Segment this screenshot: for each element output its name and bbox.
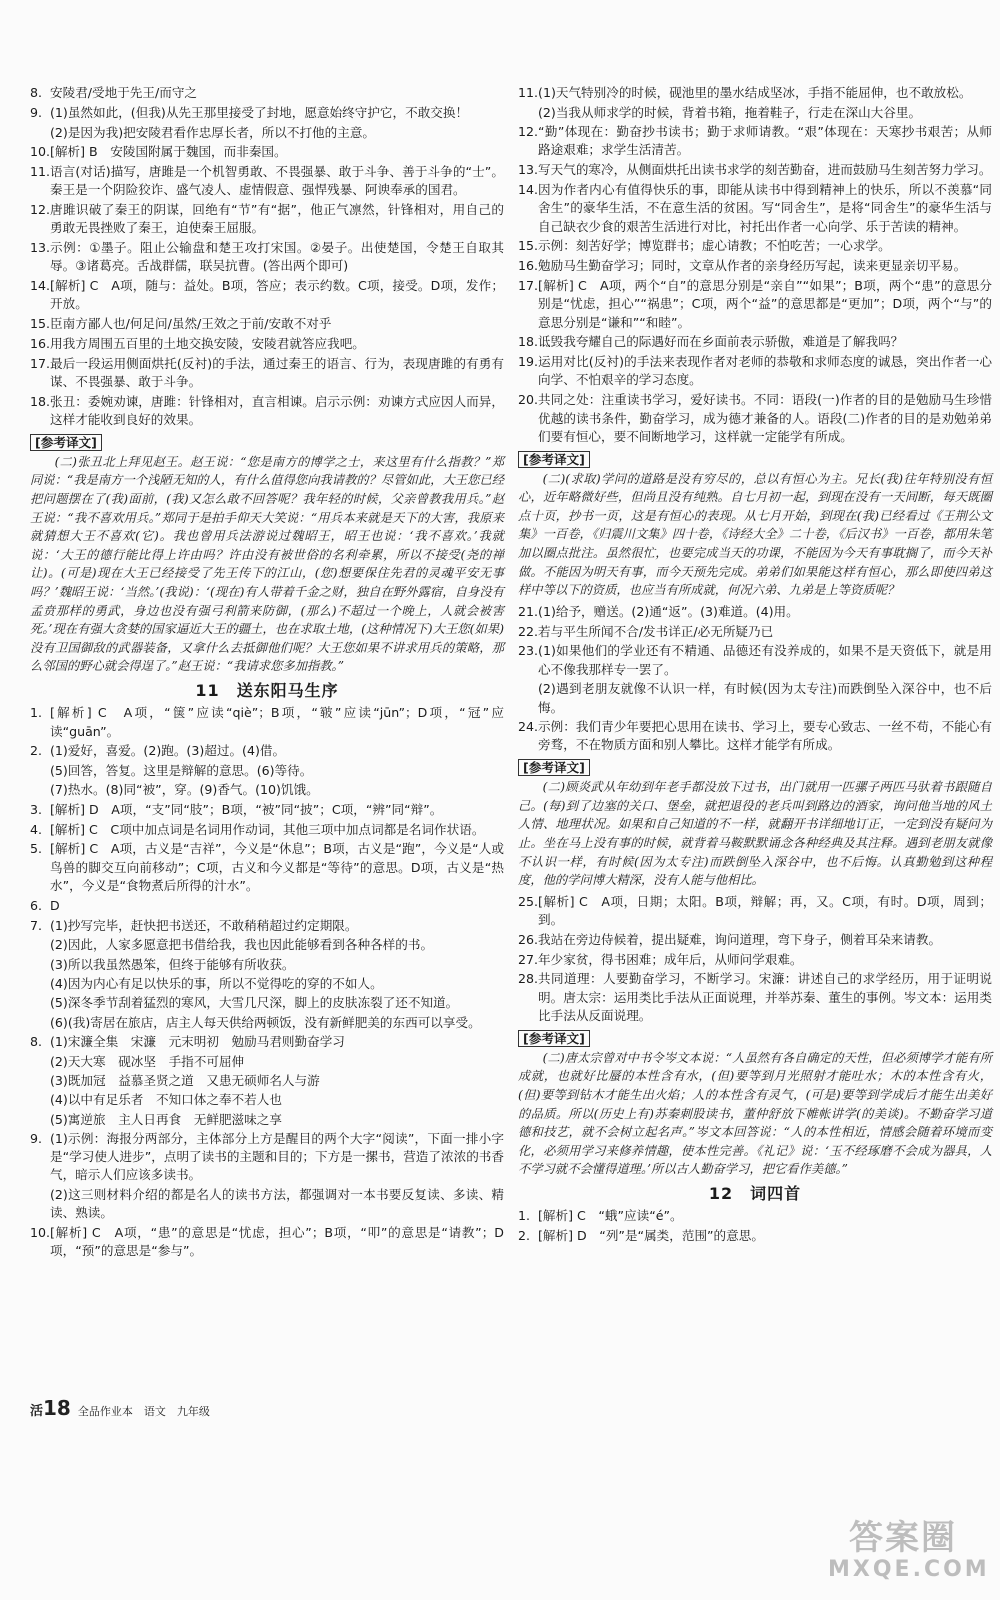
item-number: 19. (518, 354, 539, 370)
answer-item (30, 84, 504, 102)
item-number: 4. (30, 821, 43, 837)
item-number: 6. (30, 897, 43, 913)
item-number: 10. (30, 1224, 51, 1240)
item-text: 最后一段运用侧面烘托(反衬)的手法，通过秦王的语言、行为，表现唐雎的有勇有谋、不畏强暴、敢于斗争。 (50, 355, 504, 389)
watermark-text: 答案圈 (849, 1518, 957, 1558)
item-text: [解析] C A项，日期；太阳。B项，辩解；再，又。C项，有时。D项，周到；到。 (538, 893, 992, 928)
item-number: 27. (518, 951, 539, 967)
item-text: 用我方周围五百里的土地交换安陵，安陵君就答应我吧。 (50, 335, 365, 351)
item-text: 因为作者内心有值得快乐的事，即能从读书中得到精神上的快乐，所以不羡慕“同舍生”的豪华生活，不在意生活的贫困。写“同舍生”，是将“同舍生”的豪华生活与自己缺衣少食的艰苦生活进行对比，衬托出作者一心向学、乐于苦读的精神。 (538, 181, 992, 234)
answer-item (518, 893, 992, 930)
item-text: [解析] C C项中加点词是名词用作动词，其他三项中加点词都是名词作状语。 (50, 821, 485, 837)
answer-subitem: (6)(我)寄居在旅店，店主人每天供给两顿饭，没有新鲜肥美的东西可以享受。 (50, 1014, 481, 1030)
answer-item (518, 181, 992, 236)
item-number: 18. (30, 393, 51, 409)
item-text: [解析] C A项，古义是“吉祥”，今义是“休息”；B项，古义是“跑”，今义是“人或鸟兽的脚交互向前移动”；C项，古义和今义都是“等待”的意思。D项，古义是“热水”，今义是“食物煮后所得的汁水”。 (50, 841, 504, 893)
answer-item (30, 917, 504, 935)
item-text: 共同之处：注重读书学习，爱好读书。不同：语段(一)作者的目的是勉励马生珍惜优越的读书条件，勤奋学习，成为德才兼备的人。语段(二)作者的目的是劝勉弟弟们要有恒心，要不间断地学习，这样就一定能学有所成。 (538, 392, 992, 444)
translation-paragraph: (二)顾炎武从年幼到年老手都没放下过书，出门就用一匹骡子两匹马驮着书跟随自己。(每)到了边塞的关口、堡垒，就把退役的老兵叫到路边的酒家，询问他当地的风土人情、地理状况。如果和自己知道的不一样，就翻开书详细地订正，一定到没有疑问为止。坐在马上没有事的时候，就背着马鞍默默诵念各种经典及其注释。遇到老朋友就像不认识一样，有时候(因为太专注)而跌倒坠入深谷中，也不后悔。认真勤勉到这种程度，他的学问博大精深，没有人能与他相比。 (518, 780, 992, 888)
item-text: 示例：刻苦好学；博览群书；虚心请教；不怕吃苦；一心求学。 (538, 238, 891, 254)
answer-item (30, 335, 504, 353)
answer-item (518, 257, 992, 275)
item-text: [解析] C A项，“患”的意思是“忧虑，担心”；B项，“叩”的意思是“请教”；D项，“预”的意思是“参与”。 (50, 1224, 504, 1259)
answer-item (30, 239, 504, 276)
item-text: D (50, 897, 60, 913)
item-number: 14. (30, 277, 51, 293)
page-number: 18 (43, 1396, 71, 1420)
translation-paragraph: (二)唐太宗曾对中书令岑文本说：“人虽然有各自确定的天性，但必须博学才能有所成就，也就好比蜃的本性含有水，(但)要等到月光照射才能吐水；木的本性含有火，(但)要等到钻木才能生出火焰；人的本性含有灵气，(可是)要等到学成后才能生出美好的品质。所以(历史上有)苏秦刺股读书，董仲舒放下帷帐讲学(的美谈)。不勤奋学习道德和技艺，就不会树立起名声。”岑文本回答说：“人的本性相近，情感会随着环境而变化，必须用学习来修养情趣，使本性完善。《礼记》说：‘玉不经琢磨不会成为器具，人不学习就不会懂得道理。’所以古人勤奋学习，把它看作美德。” (518, 1050, 992, 1177)
item-number: 17. (518, 277, 539, 293)
answer-item (30, 840, 504, 895)
item-text: (1)抄写完毕，赶快把书送还，不敢稍稍超过约定期限。 (50, 917, 358, 933)
answer-item (30, 1033, 504, 1051)
item-text: [解析] D A项，“支”同“肢”；B项，“被”同“披”；C项，“辨”同“辩”。 (50, 801, 443, 817)
item-number: 12. (30, 201, 51, 217)
item-text: (1)宋濂全集 宋濂 元末明初 勉励马君则勤奋学习 (50, 1033, 345, 1049)
item-number: 14. (518, 181, 539, 197)
answer-subitem: (2)因此，人家多愿意把书借给我，我也因此能够看到各种各样的书。 (50, 937, 434, 953)
item-text: (1)给予，赠送。(2)通“返”。(3)难道。(4)用。 (538, 603, 799, 619)
answer-subitem: (4)以中有足乐者 不知口体之奉不若人也 (50, 1092, 282, 1108)
footer-prefix: 活 (30, 1404, 44, 1419)
answer-item (30, 801, 504, 819)
item-text: 年少家贫，得书困难；成年后，从师问学艰难。 (538, 951, 803, 967)
item-number: 7. (30, 917, 43, 933)
answer-subitem: (5)寓逆旅 主人日再食 无鲜肥滋味之享 (50, 1111, 282, 1127)
answer-item (518, 1227, 992, 1245)
item-text: 共同道理：人要勤奋学习，不断学习。宋濂：讲述自己的求学经历，用于证明说明。唐太宗：运用类比手法从正面说理，并举苏秦、董生的事例。岑文本：运用类比手法从反面说理。 (538, 971, 992, 1024)
item-text: 示例：我们青少年要把心思用在读书、学习上，要专心致志、一丝不苟，不能心有旁骛，不在物质方面和别人攀比。这样才能学有所成。 (538, 719, 992, 753)
item-text: [解析] C “蛾”应读“é”。 (538, 1208, 683, 1224)
item-number: 21. (518, 603, 539, 619)
item-text: 安陵君/受地于先王/而守之 (50, 85, 198, 100)
answer-item (30, 704, 504, 741)
answer-item (30, 143, 504, 161)
item-number: 12. (518, 124, 539, 140)
item-text: (1)爱好，喜爱。(2)跑。(3)超过。(4)借。 (50, 743, 286, 759)
item-text: 诋毁我夸耀自己的际遇好而在乡面前表示骄傲，难道是了解我吗？ (538, 334, 904, 350)
answer-item (518, 970, 992, 1025)
section-header (518, 1027, 992, 1049)
item-number: 15. (518, 238, 539, 254)
watermark-site: MXQE.COM (828, 1557, 990, 1582)
item-number: 8. (30, 85, 43, 100)
answer-item (30, 104, 504, 122)
watermark-logo (828, 1518, 990, 1582)
item-text: [解析] B 安陵国附属于魏国，而非秦国。 (50, 143, 287, 159)
item-text: 唐雎识破了秦王的阴谋，回绝有“节”有“据”，他正气凛然，针锋相对，用自己的勇敢无畏挫败了秦王，迫使秦王屈服。 (50, 201, 504, 236)
answer-item (518, 642, 992, 679)
answer-subitem: (4)因为内心有足以快乐的事，所以不觉得吃的穿的不如人。 (50, 975, 383, 991)
item-number: 23. (518, 643, 539, 659)
answer-subitem: (5)回答，答复。这里是辩解的意思。(6)等待。 (50, 763, 313, 779)
section-header (518, 756, 992, 778)
item-text: 写天气的寒冷，从侧面烘托出读书求学的刻苦勤奋，进而鼓励马生刻苦努力学习。 (538, 162, 992, 178)
item-number: 20. (518, 392, 539, 408)
answer-item (518, 353, 992, 390)
item-number: 2. (30, 743, 43, 759)
item-text: 臣南方鄙人也/何足问/虽然/王效之于前/安敢不对乎 (50, 316, 332, 332)
item-number: 13. (30, 239, 51, 255)
item-text: 我站在旁边侍候着，提出疑难，询问道理，弯下身子，侧着耳朵来请教。 (538, 931, 942, 947)
translation-paragraph: (二)张丑北上拜见赵王。赵王说：“您是南方的博学之士，来这里有什么指教？”郑同说：“我是南方一个浅陋无知的人，有什么值得您向我请教的？尽管如此，大王您已经把问题摆在了(我)面前，(我)又怎么敢不回答呢？我年轻的时候，父亲曾教我用兵。”赵王说：“我不喜欢用兵。”郑同于是拍手仰天大笑说：“用兵本来就是天下的大害，我原来就猜想大王不喜欢(它)。我也曾用兵法游说过魏昭王，昭王也说：‘我不喜欢。’我就说：‘大王的德行能比得上许由吗？许由没有被世俗的名利牵累，所以不接受(尧的禅让)。(可是)现在大王已经接受了先王传下的江山，(您)想要保住先君的灵魂平安无事吗？’魏昭王说：‘当然。’(我说)：‘(现在)有人带着千金之财，独自在野外露宿，自身没有孟贲那样的勇武，身边也没有强弓利箭来防御，(那么)不超过一个晚上，人就会被害死。’现在有强大贪婪的国家逼近大王的疆土，也在求取土地，(这种情况下)大王您(如果)没有卫国御敌的武器装备，又拿什么去抵御他们呢？大王您如果不讲求用兵的策略，那么邻国的野心就会得逞了。”赵王说：“我请求您多加指教。” (30, 454, 504, 674)
answer-subitem: (5)深冬季节刮着猛烈的寒风，大雪几尺深，脚上的皮肤冻裂了还不知道。 (50, 995, 459, 1011)
item-number: 22. (518, 623, 539, 639)
item-text: [解析] C A项，随与：益处。B项，答应；表示约数。C项，接受。D项，发作；开放。 (50, 277, 504, 312)
left-column (30, 84, 504, 1262)
answer-item (30, 897, 504, 915)
item-number: 28. (518, 971, 539, 987)
answer-item (30, 393, 504, 430)
answer-item (30, 163, 504, 200)
section-label: [参考译文] (518, 759, 590, 776)
item-number: 16. (30, 335, 51, 351)
answer-subitem: (2)是因为我)把安陵君看作忠厚长者，所以不打他的主意。 (50, 124, 376, 140)
answer-subitem: (7)热水。(8)同“被”，穿。(9)香气。(10)饥饿。 (50, 782, 319, 798)
item-number: 9. (30, 1130, 43, 1146)
answer-item (30, 315, 504, 333)
item-text: (1)示例：海报分两部分，主体部分上方是醒目的两个大字“阅读”，下面一排小字是“学习使人进步”，点明了读书的主题和目的；下方是一摞书，营造了浓浓的书香气，暗示人们应该多读书。 (50, 1130, 504, 1183)
item-number: 1. (518, 1208, 531, 1224)
answer-item (518, 951, 992, 969)
item-number: 25. (518, 893, 539, 909)
page-footer (30, 1396, 210, 1420)
answer-item (30, 355, 504, 392)
section-header (30, 431, 504, 453)
item-number: 2. (518, 1228, 531, 1244)
item-text: 运用对比(反衬)的手法来表现作者对老师的恭敬和求师态度的诚恳，突出作者一心向学、不怕艰辛的学习态度。 (538, 354, 992, 388)
item-number: 8. (30, 1033, 43, 1049)
item-number: 5. (30, 841, 43, 857)
item-number: 16. (518, 258, 539, 274)
answer-item (518, 161, 992, 179)
item-text: “勤”体现在：勤奋抄书读书；勤于求师请教。“艰”体现在：天寒抄书艰苦；从师路途艰难；求学生活清苦。 (538, 124, 992, 158)
answer-subitem: (3)所以我虽然愚笨，但终于能够有所收获。 (50, 956, 295, 972)
answer-item (518, 123, 992, 160)
answer-item (30, 742, 504, 760)
item-text: [解析] C A项，“箧”应读“qiè”；B项，“皲”应读“jūn”；D项，“冠”应读“guān”。 (50, 705, 504, 739)
item-text: 张丑：委婉劝谏，唐雎：针锋相对，直言相谏。启示示例：劝谏方式应因人而异，这样才能收到良好的效果。 (50, 393, 504, 428)
item-number: 10. (30, 143, 51, 159)
answer-item (518, 277, 992, 332)
item-text: 勉励马生勤奋学习；同时，文章从作者的亲身经历写起，读来更显亲切平易。 (538, 258, 967, 274)
item-text: (1)天气特别冷的时候，砚池里的墨水结成坚冰，手指不能屈伸，也不敢放松。 (538, 85, 972, 100)
section-label: [参考译文] (30, 434, 102, 451)
item-number: 3. (30, 801, 43, 817)
item-number: 18. (518, 334, 539, 350)
answer-item (518, 1207, 992, 1225)
item-text: [解析] C A项，两个“自”的意思分别是“亲自”“如果”；B项，两个“患”的意思分别是“忧虑，担心”“祸患”；C项，两个“益”的意思都是“更加”；D项，两个“与”的意思分别是“谦和”“和睦”。 (538, 277, 992, 330)
right-column (518, 84, 992, 1247)
answer-subitem: (2)遇到老朋友就像不认识一样，有时候(因为太专注)而跌倒坠入深谷中，也不后悔。 (538, 681, 992, 715)
lesson-title: 11 送东阳马生序 (195, 680, 339, 700)
item-text: 语言(对话)描写，唐雎是一个机智勇敢、不畏强暴、敢于斗争、善于斗争的“士”。秦王是一个阴险狡诈、盛气凌人、虚情假意、强悍残暴、阿谀奉承的国君。 (50, 163, 504, 197)
answer-item (518, 603, 992, 621)
answer-item (518, 391, 992, 446)
item-number: 24. (518, 719, 539, 735)
answer-item (518, 333, 992, 351)
translation-paragraph: (二)(求取)学问的道路是没有穷尽的，总以有恒心为主。兄长(我)往年特别没有恒心，近年略微好些，但尚且没有纯熟。自七月初一起，到现在没有一天间断，每天既圈点十页，抄书一页，这是有恒心的表现。从七月开始，到现在(我)已经看过《王荆公文集》一百卷，《归震川文集》四十卷，《诗经大全》二十卷，《后汉书》一百卷，都用朱笔加以圈点批注。虽然很忙，也要完成当天的功课，不能因为今天有事耽搁了，而今天补做。不能因为明天有事，而今天预先完成。弟弟们如果能这样有恒心，那么即使四弟这样中等以下的资质，也应当有所成就，何况六弟、九弟是上等资质呢？ (518, 471, 992, 598)
item-number: 13. (518, 162, 539, 178)
item-text: 若与平生所闻不合/发书详正/必无所疑乃已 (538, 623, 774, 639)
answer-item (518, 718, 992, 755)
answer-item (30, 277, 504, 314)
book-title: 全品作业本 语文 九年级 (77, 1405, 210, 1418)
item-number: 15. (30, 316, 51, 332)
item-text: (1)如果他们的学业还有不精通、品德还有没养成的，如果不是天资低下，就是用心不像我那样专一罢了。 (538, 643, 992, 677)
answer-item (518, 84, 992, 102)
answer-subitem: (2)这三则材料介绍的都是名人的读书方法，都强调对一本书要反复读、多读、精读、熟读。 (50, 1187, 504, 1221)
item-number: 9. (30, 104, 43, 120)
section-header (518, 448, 992, 470)
answer-item (30, 1224, 504, 1261)
item-text: [解析] D “列”是“属类，范围”的意思。 (538, 1228, 764, 1244)
item-number: 1. (30, 705, 43, 721)
section-label: [参考译文] (518, 451, 590, 468)
answer-item (518, 931, 992, 949)
answer-item (30, 201, 504, 238)
answer-subitem: (2)天大寒 砚冰坚 手指不可屈伸 (50, 1053, 245, 1069)
answer-item (518, 623, 992, 641)
section-label: [参考译文] (518, 1030, 590, 1047)
item-number: 11. (30, 163, 51, 179)
item-number: 26. (518, 931, 539, 947)
lesson-title: 12 词四首 (708, 1183, 802, 1203)
item-number: 17. (30, 355, 51, 371)
answer-subitem: (3)既加冠 益慕圣贤之道 又患无硕师名人与游 (50, 1072, 320, 1088)
item-text: (1)虽然如此，(但我)从先王那里接受了封地，愿意始终守护它，不敢交换！ (50, 104, 469, 120)
answer-item (30, 1130, 504, 1185)
item-text: 示例：①墨子。阻止公输盘和楚王攻打宋国。②晏子。出使楚国，令楚王自取其辱。③诸葛亮。舌战群儒，联吴抗曹。(答出两个即可) (50, 239, 504, 274)
answer-item (30, 821, 504, 839)
answer-item (518, 237, 992, 255)
answer-subitem: (2)当我从师求学的时候，背着书箱，拖着鞋子，行走在深山大谷里。 (538, 104, 922, 120)
item-number: 11. (518, 85, 539, 100)
